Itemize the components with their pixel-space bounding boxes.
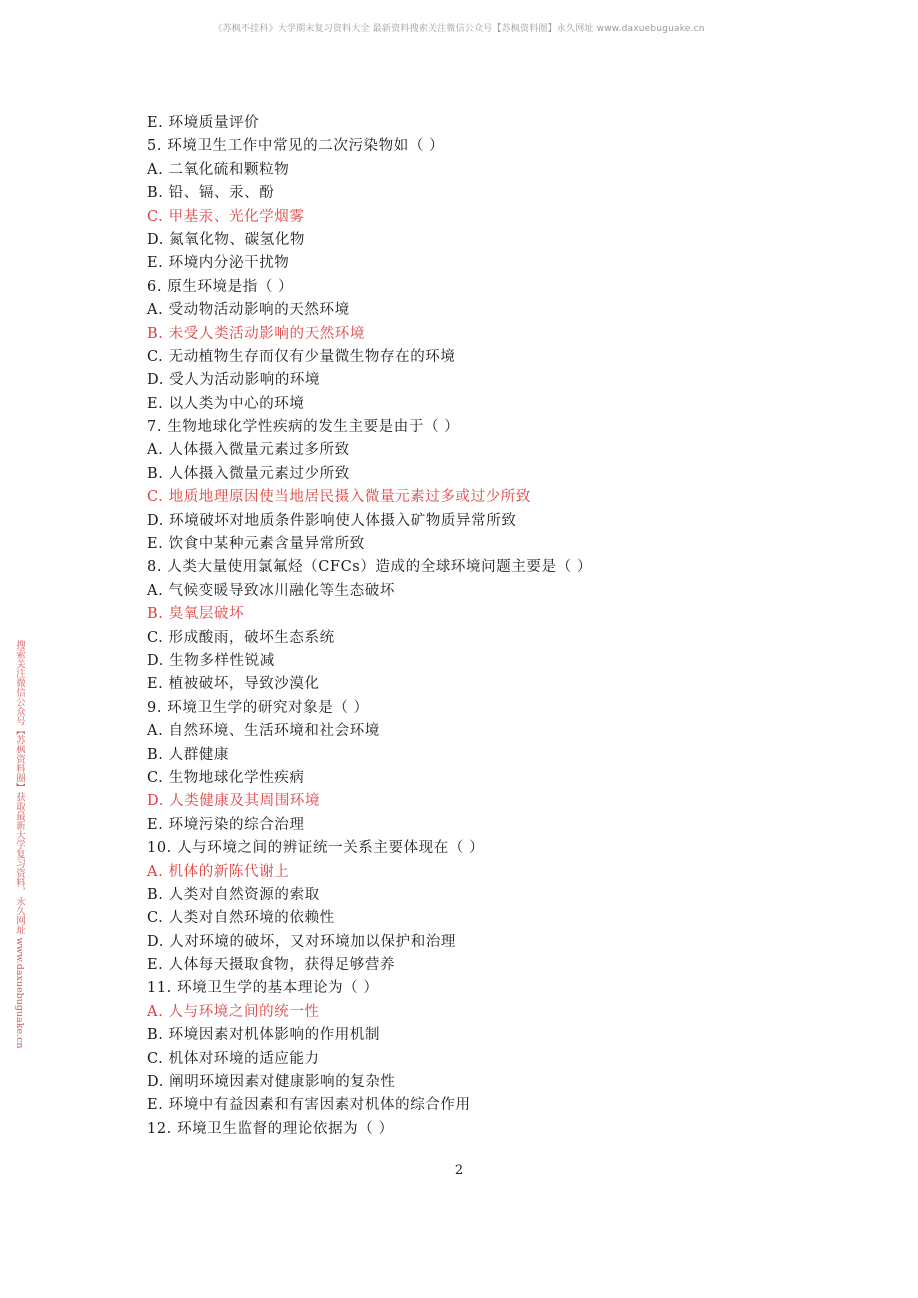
answer-option-line: A. 人与环境之间的统一性 xyxy=(147,1003,320,1020)
question-text-line: 7. 生物地球化学性疾病的发生主要是由于（ ） xyxy=(147,419,460,436)
question-text-line: E. 环境污染的综合治理 xyxy=(147,816,305,833)
question-text-line: 6. 原生环境是指（ ） xyxy=(147,278,294,295)
question-text-line: 9. 环境卫生学的研究对象是（ ） xyxy=(147,699,369,716)
answer-option-line: C. 地质地理原因使当地居民摄入微量元素过多或过少所致 xyxy=(147,489,531,506)
question-text-line: D. 氮氧化物、碳氢化物 xyxy=(147,231,306,248)
question-text-line: A. 自然环境、生活环境和社会环境 xyxy=(147,723,380,740)
answer-option-line: C. 甲基汞、光化学烟雾 xyxy=(147,208,305,225)
question-text-line: D. 生物多样性锐减 xyxy=(147,652,275,669)
page-number: 2 xyxy=(454,1163,464,1178)
answer-option-line: B. 未受人类活动影响的天然环境 xyxy=(147,325,365,342)
side-watermark: 搜索关注微信公众号【苏枫资料圈】获取最新大学复习资料，永久网址 www.daxuebuguake.cn xyxy=(14,640,25,1049)
question-text-line: C. 无动植物生存而仅有少量微生物存在的环境 xyxy=(147,348,456,365)
question-text-line: B. 人类对自然资源的索取 xyxy=(147,886,320,903)
answer-option-line: A. 机体的新陈代谢上 xyxy=(147,863,290,880)
question-text-line: B. 人群健康 xyxy=(147,746,230,763)
question-text-line: B. 铅、镉、汞、酚 xyxy=(147,185,275,202)
question-text-line: 5. 环境卫生工作中常见的二次污染物如（ ） xyxy=(147,138,445,155)
question-text-line: D. 环境破坏对地质条件影响使人体摄入矿物质异常所致 xyxy=(147,512,517,529)
question-text-line: 10. 人与环境之间的辨证统一关系主要体现在（ ） xyxy=(147,840,485,857)
question-text-line: D. 人对环境的破坏，又对环境加以保护和治理 xyxy=(147,933,457,950)
question-text-line: 11. 环境卫生学的基本理论为（ ） xyxy=(147,980,379,997)
question-text-line: C. 形成酸雨，破坏生态系统 xyxy=(147,629,335,646)
question-text-line: E. 环境中有益因素和有害因素对机体的综合作用 xyxy=(147,1097,471,1114)
question-text-line: A. 二氧化硫和颗粒物 xyxy=(147,161,290,178)
question-text-line: E. 植被破坏，导致沙漠化 xyxy=(147,676,320,693)
question-text-line: B. 环境因素对机体影响的作用机制 xyxy=(147,1027,381,1044)
question-text-line: 12. 环境卫生监督的理论依据为（ ） xyxy=(147,1120,394,1137)
question-text-line: A. 受动物活动影响的天然环境 xyxy=(147,302,350,319)
question-text-line: E. 饮食中某种元素含量异常所致 xyxy=(147,536,365,553)
question-text-line: C. 人类对自然环境的依赖性 xyxy=(147,910,335,927)
answer-option-line: D. 人类健康及其周围环境 xyxy=(147,793,321,810)
question-text-line: A. 气候变暖导致冰川融化等生态破坏 xyxy=(147,582,395,599)
header-watermark: 《苏枫不挂科》大学期末复习资料大全 最新资料搜索关注微信公众号【苏枫资料圈】永久网址 www.daxuebuguake.cn xyxy=(213,24,705,34)
answer-option-line: B. 臭氧层破坏 xyxy=(147,606,245,623)
question-text-line: B. 人体摄入微量元素过少所致 xyxy=(147,465,350,482)
question-text-line: C. 机体对环境的适应能力 xyxy=(147,1050,320,1067)
question-text-line: D. 阐明环境因素对健康影响的复杂性 xyxy=(147,1074,396,1091)
question-list xyxy=(147,112,767,1141)
question-text-line: E. 环境质量评价 xyxy=(147,115,260,131)
question-text-line: A. 人体摄入微量元素过多所致 xyxy=(147,442,350,459)
question-text-line: E. 人体每天摄取食物，获得足够营养 xyxy=(147,957,396,974)
question-text-line: 8. 人类大量使用氯氟烃（CFCs）造成的全球环境问题主要是（ ） xyxy=(147,559,593,576)
question-text-line: D. 受人为活动影响的环境 xyxy=(147,372,321,389)
question-text-line: E. 环境内分泌干扰物 xyxy=(147,255,290,272)
question-text-line: E. 以人类为中心的环境 xyxy=(147,395,305,412)
question-text-line: C. 生物地球化学性疾病 xyxy=(147,769,305,786)
